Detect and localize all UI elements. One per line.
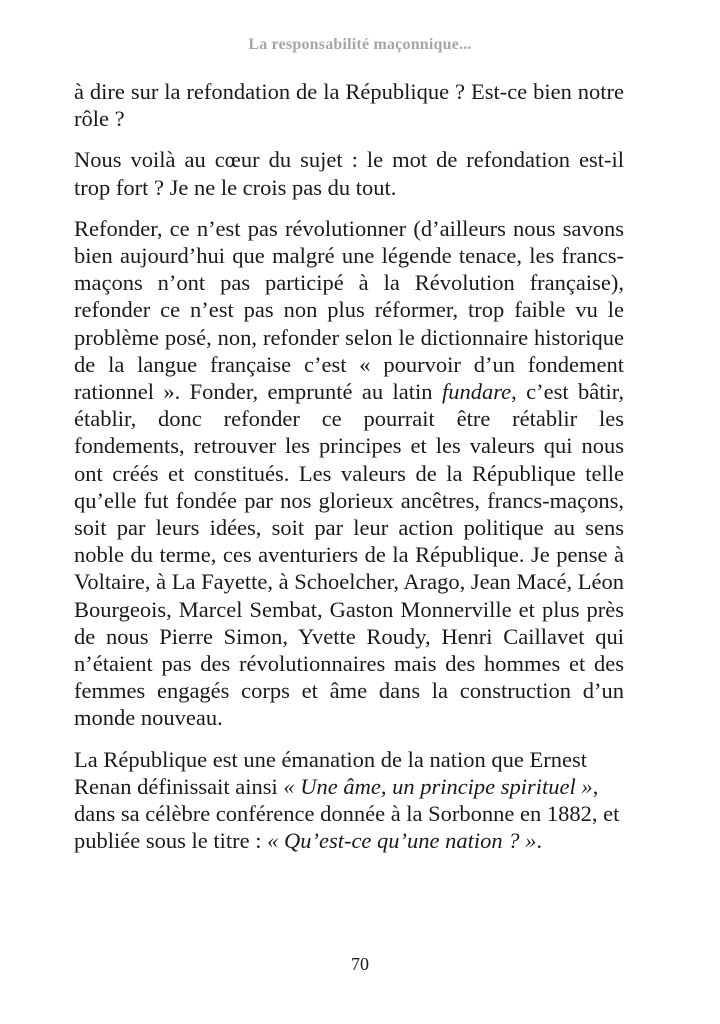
paragraph — [74, 215, 624, 732]
italic-segment: « Une âme, un principe spirituel » — [283, 773, 593, 799]
italic-segment: fundare — [441, 379, 512, 405]
paragraph — [74, 78, 624, 132]
text-segment: à dire sur la refondation de la République ? Est-ce bien notre rôle ? — [74, 79, 624, 132]
italic-segment: « Qu’est-ce qu’une nation ? » — [267, 828, 537, 854]
paragraph — [74, 746, 624, 855]
running-title: La responsabilité maçonnique... — [248, 36, 472, 53]
body-text — [74, 78, 624, 868]
text-segment: , c’est bâtir, établir, donc refonder ce pourrait être rétablir les fondements, retrouver les principes et les valeurs qui nous ont créés et constitués. Les valeurs de la République telle qu’elle fut fondée par nos glorieux ancêtres, francs-maçons, soit par leurs idées, soit par leur action politique au sens noble du terme, ces aventuriers de la République. Je pense à Voltaire, à La Fayette, à Schoelcher, Arago, Jean Macé, Léon Bourgeois, Marcel Sembat, Gaston Monnerville et plus près de nous Pierre Simon, Yvette Roudy, Henri Caillavet qui n’étaient pas des révolutionnaires mais des hommes et des femmes engagés corps et âme dans la construction d’un monde nouveau. — [74, 379, 624, 731]
paragraph — [74, 146, 624, 200]
text-segment: La République est une émanation de la nation que Ernest Renan définissait ainsi — [74, 746, 587, 799]
text-segment: . — [536, 828, 543, 854]
text-segment: Nous voilà au cœur du sujet : le mot de refondation est-il trop fort ? Je ne le crois pas du tout. — [74, 147, 624, 200]
page-number: 70 — [351, 954, 369, 974]
text-segment: Refonder, ce n’est pas révolutionner (d’ailleurs nous savons bien aujourd’hui que malgré une légende tenace, les francs-maçons n’ont pas participé à la Révolution française), refonder ce n’est pas non plus réformer, trop faible vu le problème posé, non, refonder selon le dictionnaire historique de la langue française c’est « pourvoir d’un fondement rationnel ». Fonder, emprunté au latin — [74, 215, 624, 405]
text-segment: , dans sa célèbre conférence donnée à la Sorbonne en 1882, et publiée sous le titre : — [74, 773, 620, 854]
